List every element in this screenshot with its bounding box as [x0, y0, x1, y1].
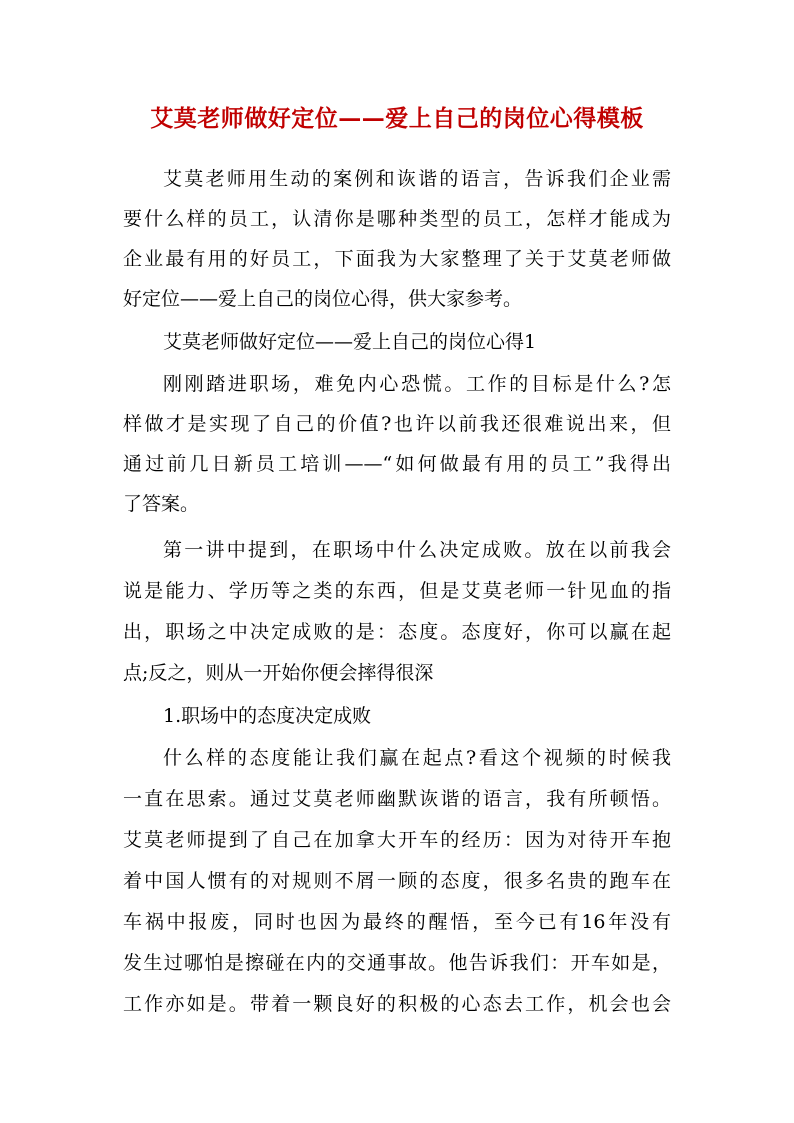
section-heading: 1.职场中的态度决定成败 [163, 705, 372, 727]
text-line: 出，职场之中决定成败的是：态度。态度好，你可以赢在起 [123, 621, 671, 643]
text-line: 车祸中报废，同时也因为最终的醒悟，至今已有16年没有 [123, 911, 671, 933]
text-line: 好定位——爱上自己的岗位心得，供大家参考。 [123, 288, 523, 310]
text-line: 了答案。 [123, 493, 200, 515]
text-line: 艾莫老师用生动的案例和诙谐的语言，告诉我们企业需 [163, 168, 671, 190]
text-line: 企业最有用的好员工，下面我为大家整理了关于艾莫老师做 [123, 248, 671, 270]
text-line: 要什么样的员工，认清你是哪种类型的员工，怎样才能成为 [123, 208, 671, 230]
text-line: 第一讲中提到，在职场中什么决定成败。放在以前我会 [163, 539, 671, 561]
text-line: 发生过哪怕是擦碰在内的交通事故。他告诉我们：开车如是， [123, 952, 671, 974]
text-line: 着中国人惯有的对规则不屑一顾的态度，很多名贵的跑车在 [123, 870, 671, 892]
document-title: 艾莫老师做好定位——爱上自己的岗位心得模板 [150, 105, 644, 132]
text-line: 工作亦如是。带着一颗良好的积极的心态去工作，机会也会 [123, 993, 671, 1015]
text-line: 一直在思索。通过艾莫老师幽默诙谐的语言，我有所顿悟。 [123, 788, 671, 810]
text-line: 什么样的态度能让我们赢在起点?看这个视频的时候我 [163, 747, 671, 769]
text-line: 说是能力、学历等之类的东西，但是艾莫老师一针见血的指 [123, 580, 671, 602]
text-line: 艾莫老师提到了自己在加拿大开车的经历：因为对待开车抱 [123, 829, 671, 851]
text-line: 样做才是实现了自己的价值?也许以前我还很难说出来，但 [123, 413, 671, 435]
text-line: 通过前几日新员工培训——“如何做最有用的员工”我得出 [123, 453, 671, 475]
section-heading: 艾莫老师做好定位——爱上自己的岗位心得1 [163, 331, 537, 353]
text-line: 点;反之，则从一开始你便会摔得很深 [123, 662, 434, 684]
text-line: 刚刚踏进职场，难免内心恐慌。工作的目标是什么?怎 [163, 373, 671, 395]
